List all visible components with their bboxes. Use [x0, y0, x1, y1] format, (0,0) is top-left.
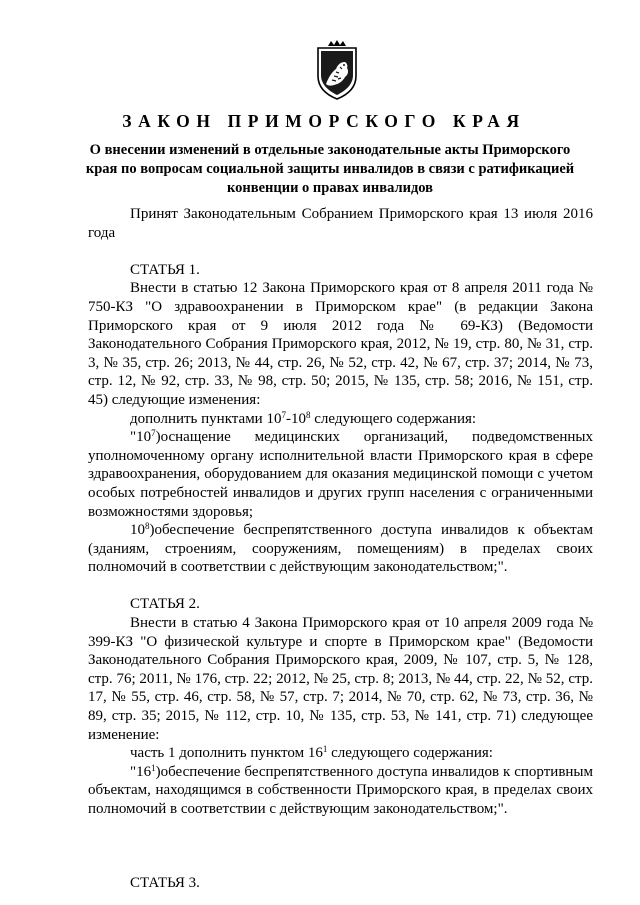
- article-1-intro: Внести в статью 12 Закона Приморского края от 8 апреля 2011 года № 750-КЗ "О здравоохранении в Приморском крае" (в редакции Закона Приморского края от 9 июля 2012 года № 69-КЗ) (Ведомости Законодательного Собрания Приморского края, 2012, № 19, стр. 80, № 31, стр. 3, № 35, стр. 26; 2013, № 44, стр. 26, № 52, стр. 42, № 67, стр. 37; 2014, № 73, стр. 12, № 92, стр. 33, № 98, стр. 50; 2015, № 135, стр. 58; 2016, № 151, стр. 45) следующие изменения:: [88, 280, 593, 408]
- article-1-item-10-7: "$10^7)оснащение$ медицинских организаций, подведомственных уполномоченному органу исполнительной власти Приморского края в сфере здравоохранения, оборудованием для оказания медицинской помощи с учетом особых потребностей инвалидов и других групп населения с ограниченными возможностями здоровья;: [88, 428, 593, 520]
- article-2-intro: Внести в статью 4 Закона Приморского края от 10 апреля 2009 года № 399-КЗ "О физической культуре и спорте в Приморском крае" (Ведомости Законодательного Собрания Приморского края, 2009, № 107, стр. 5, № 128, стр. 76; 2011, № 176, стр. 22; 2012, № 25, стр. 8; 2013, № 44, стр. 22, № 52, стр. 17, № 55, стр. 46, стр. 58, № 57, стр. 7; 2014, № 70, стр. 62, № 73, стр. 36, № 89, стр. 35; 2015, № 112, стр. 10, № 135, стр. 53, № 141, стр. 71) следующее изменение:: [88, 615, 593, 743]
- article-2-amendment-line: часть 1 дополнить пунктом $16^1$ следующего содержания:: [130, 744, 493, 762]
- article-1-heading: СТАТЬЯ 1.: [130, 261, 200, 278]
- article-3-heading: СТАТЬЯ 3.: [130, 875, 200, 892]
- article-1-amendment-line: дополнить пунктами $10^7-10^8$ следующего содержания:: [130, 409, 477, 427]
- adoption-note: Принят Законодательным Собранием Приморского края 13 июля 2016 года: [88, 206, 593, 241]
- article-2-heading: СТАТЬЯ 2.: [130, 596, 200, 613]
- document-body: [88, 205, 593, 893]
- coat-of-arms-emblem: [312, 40, 362, 102]
- law-title: ЗАКОН ПРИМОРСКОГО КРАЯ: [122, 111, 526, 131]
- article-2-item-16-1: "$16^1)обеспечение$ беспрепятственного доступа инвалидов к спортивным объектам, находящимся в собственности Приморского края, в пределах своих полномочий в соответствии с действующим законодательством;".: [88, 762, 593, 817]
- law-subtitle: О внесении изменений в отдельные законодательные акты Приморского края по вопросам социальной защиты инвалидов в связи с ратификацией конвенции о правах инвалидов: [85, 142, 575, 196]
- article-1-item-10-8: $10^8)обеспечение$ беспрепятственного доступа инвалидов к объектам (зданиям, строениям, сооружениям, помещениям) в пределах своих полномочий в соответствии с действующим законодательством;".: [88, 521, 593, 576]
